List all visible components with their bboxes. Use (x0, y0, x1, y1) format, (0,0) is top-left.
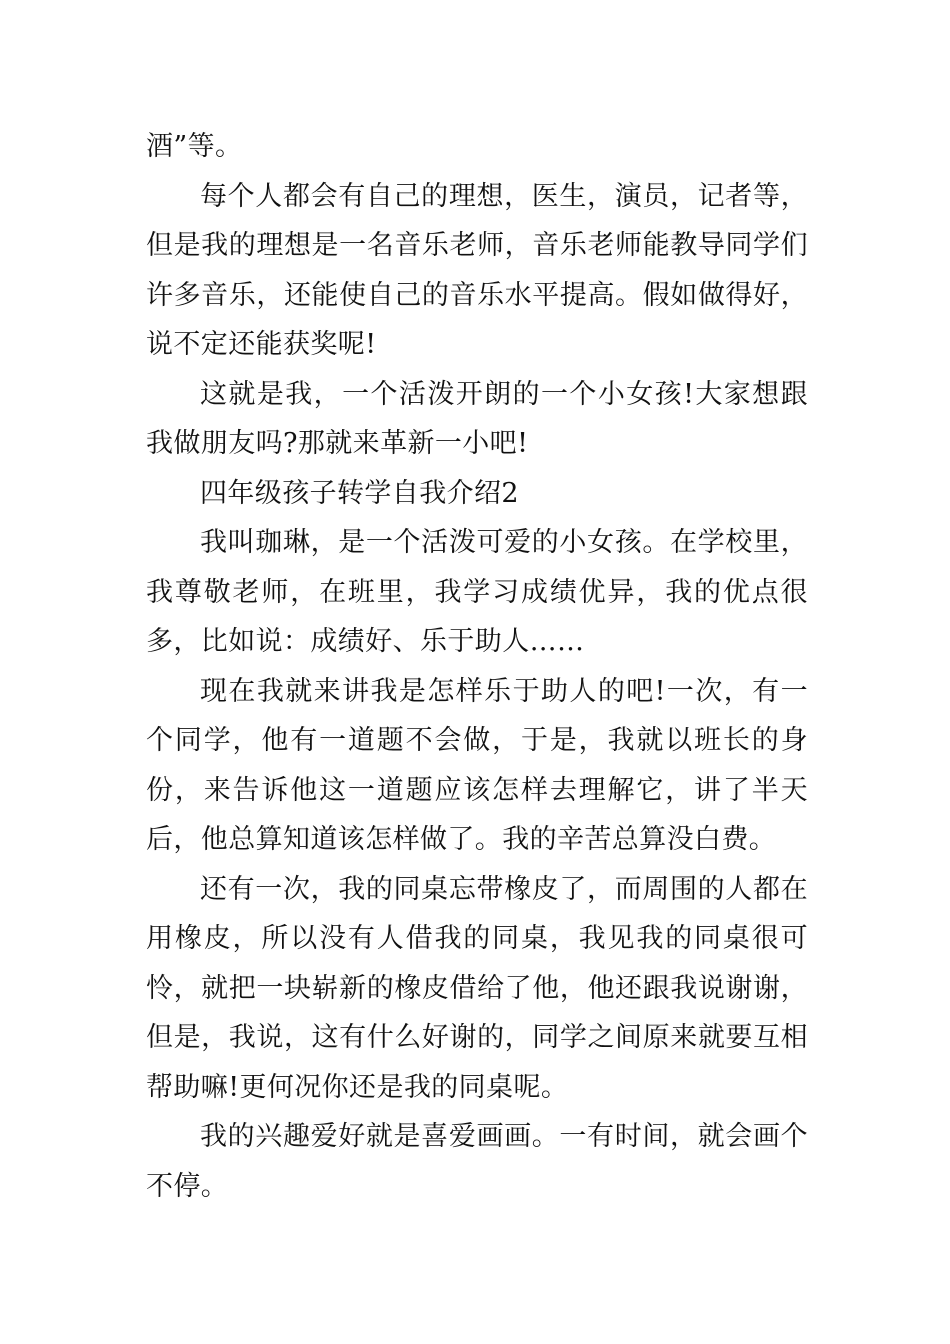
paragraph-helping-story: 现在我就来讲我是怎样乐于助人的吧!一次，有一个同学，他有一道题不会做，于是，我就以班长的身份，来告诉他这一道题应该怎样去理解它，讲了半天后，他总算知道该怎样做了。我的辛苦总算没白费。 (146, 675, 808, 855)
section-heading: 四年级孩子转学自我介绍2 (200, 477, 519, 509)
paragraph-closing: 这就是我，一个活泼开朗的一个小女孩!大家想跟我做朋友吗?那就来革新一小吧! (146, 378, 808, 459)
document-body (146, 122, 808, 1211)
paragraph-continuation: 酒”等。 (146, 131, 243, 162)
paragraph-eraser-story: 还有一次，我的同桌忘带橡皮了，而周围的人都在用橡皮，所以没有人借我的同桌，我见我的同桌很可怜，就把一块崭新的橡皮借给了他，他还跟我说谢谢，但是，我说，这有什么好谢的，同学之间原来就要互相帮助嘛!更何况你还是我的同桌呢。 (146, 873, 808, 1103)
paragraph-hobby: 我的兴趣爱好就是喜爱画画。一有时间，就会画个不停。 (146, 1121, 808, 1202)
paragraph-intro: 我叫珈琳，是一个活泼可爱的小女孩。在学校里，我尊敬老师，在班里，我学习成绩优异，我的优点很多，比如说：成绩好、乐于助人…… (146, 527, 808, 657)
paragraph-ideal: 每个人都会有自己的理想，医生，演员，记者等，但是我的理想是一名音乐老师，音乐老师能教导同学们许多音乐，还能使自己的音乐水平提高。假如做得好，说不定还能获奖呢! (146, 180, 808, 360)
